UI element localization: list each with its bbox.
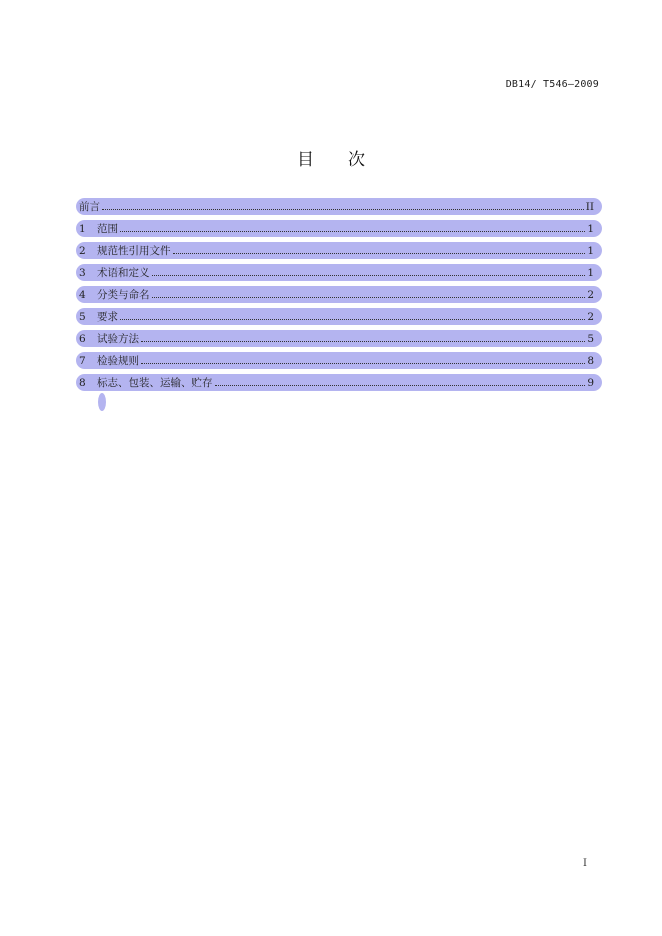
toc-entry-number: 8 [79,376,86,389]
toc-entry-scope[interactable] [76,220,602,237]
toc-entry-label: 分类与命名 [97,289,150,301]
toc-entry-label: 标志、包装、运输、贮存 [97,377,213,389]
highlight-marker [98,393,106,411]
toc-title-right: 次 [348,150,365,170]
toc-entry-label: 检验规则 [97,355,139,367]
toc-leader-dots [215,385,586,386]
toc-entry-label: 要求 [97,311,118,323]
toc-leader-dots [173,253,586,254]
toc-entry-foreword[interactable] [76,198,602,215]
toc-entry-number: 3 [79,266,86,279]
toc-entry-label: 规范性引用文件 [97,245,171,257]
toc-title [0,145,662,170]
toc-entry-page: 1 [587,244,594,257]
toc-leader-dots [141,341,585,342]
toc-leader-dots [152,297,586,298]
toc-entry-number: 6 [79,332,86,345]
toc-entry-page: II [585,200,594,213]
toc-entry-number: 7 [79,354,86,367]
toc-entry-inspection-rules[interactable] [76,352,602,369]
toc-entry-terms-definitions[interactable] [76,264,602,281]
toc-title-left: 目 [297,150,314,170]
toc-leader-dots [152,275,586,276]
toc-entry-number: 5 [79,310,86,323]
toc-leader-dots [120,319,585,320]
toc-entry-number: 1 [79,222,86,235]
page-number: I [583,858,587,869]
toc-leader-dots [102,209,584,210]
toc-entry-requirements[interactable] [76,308,602,325]
toc-entry-label: 范围 [97,223,118,235]
toc-entry-classification[interactable] [76,286,602,303]
toc-entry-normative-references[interactable] [76,242,602,259]
toc-entry-number: 2 [79,244,86,257]
toc-entry-page: 5 [587,332,594,345]
toc-entry-page: 2 [587,288,594,301]
toc-entry-label: 前言 [79,201,100,213]
toc-entry-page: 2 [587,310,594,323]
toc-leader-dots [141,363,585,364]
toc-list [76,198,602,396]
toc-entry-number: 4 [79,288,86,301]
toc-entry-page: 1 [587,222,594,235]
toc-leader-dots [120,231,585,232]
toc-entry-marking-packaging[interactable] [76,374,602,391]
toc-entry-label: 试验方法 [97,333,139,345]
toc-entry-test-methods[interactable] [76,330,602,347]
document-code: DB14/ T546—2009 [505,79,599,90]
toc-entry-page: 1 [587,266,594,279]
toc-entry-page: 8 [587,354,594,367]
toc-entry-label: 术语和定义 [97,267,150,279]
toc-entry-page: 9 [587,376,594,389]
